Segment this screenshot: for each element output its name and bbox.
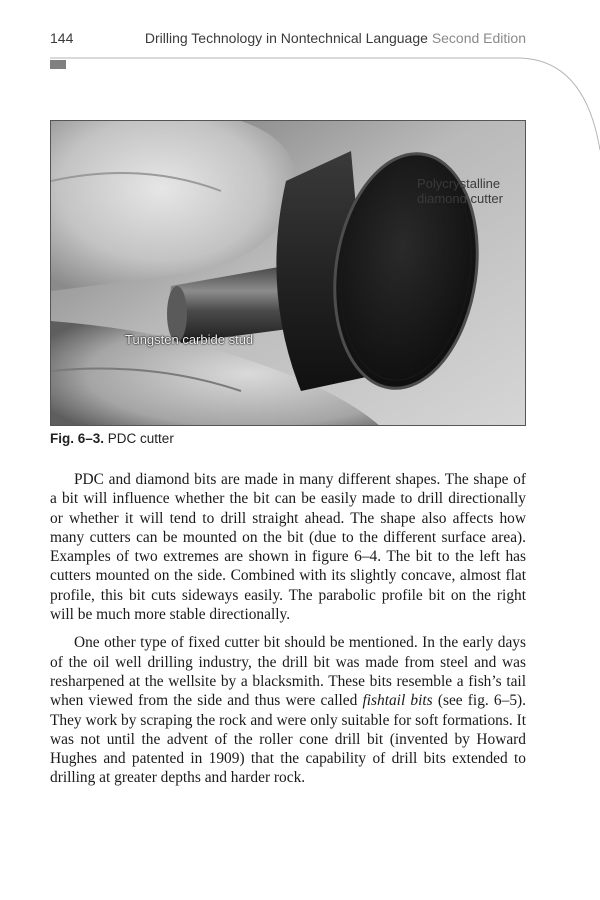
label-polycrystalline-diamond-cutter — [417, 176, 503, 206]
label-tungsten-carbide-stud: Tungsten carbide stud — [125, 332, 254, 347]
figure-caption — [50, 431, 174, 446]
section-marker — [50, 60, 66, 69]
term-fishtail-bits: fishtail bits — [362, 692, 433, 710]
edition-label: Second Edition — [431, 30, 526, 46]
figure-photo-pdc-cutter — [50, 120, 526, 426]
paragraph-2 — [50, 633, 526, 787]
body-text — [50, 470, 526, 797]
figure-number: Fig. 6–3. — [50, 431, 105, 446]
paragraph-2-part-a: One other type of fixed cutter bit should be mentioned. In the early days of the oil well drilling industry, the drill bit was made from steel and was resharpened at the wellsite by a blacksmith. These bits resemble a fish’s tail when viewed from the side and thus were called — [50, 634, 526, 710]
running-head — [50, 30, 526, 50]
pdc-cutter-photo — [51, 121, 526, 426]
book-title-text: Drilling Technology in Nontechnical Language — [144, 30, 428, 46]
label-pdc-line1: Polycrystalline — [417, 176, 501, 191]
book-title — [145, 30, 526, 46]
paragraph-1: PDC and diamond bits are made in many different shapes. The shape of a bit will influence whether the bit can be easily made to drill directionally or whether it will tend to drill straight ahead. The shape also affects how many cutters can be mounted on the bit (due to the different surface area). Examples of two extremes are shown in figure 6–4. The bit to the left has cutters mounted on the side. Combined with its slightly concave, almost flat profile, this bit cuts sideways easily. The parabolic profile bit on the right will be much more stable directionally. — [50, 471, 526, 624]
paragraph-2-part-b: (see fig. 6–5). They work by scraping the rock and were only suitable for soft formations. It was not until the advent of the roller cone drill bit (invented by Howard Hughes and patented in 1909) that the capability of drill bits extended to drilling at greater depths and harder rock. — [50, 692, 526, 787]
page-number: 144 — [50, 30, 74, 46]
figure-caption-text: PDC cutter — [107, 431, 174, 446]
label-pdc-line2: diamond cutter — [417, 191, 503, 206]
